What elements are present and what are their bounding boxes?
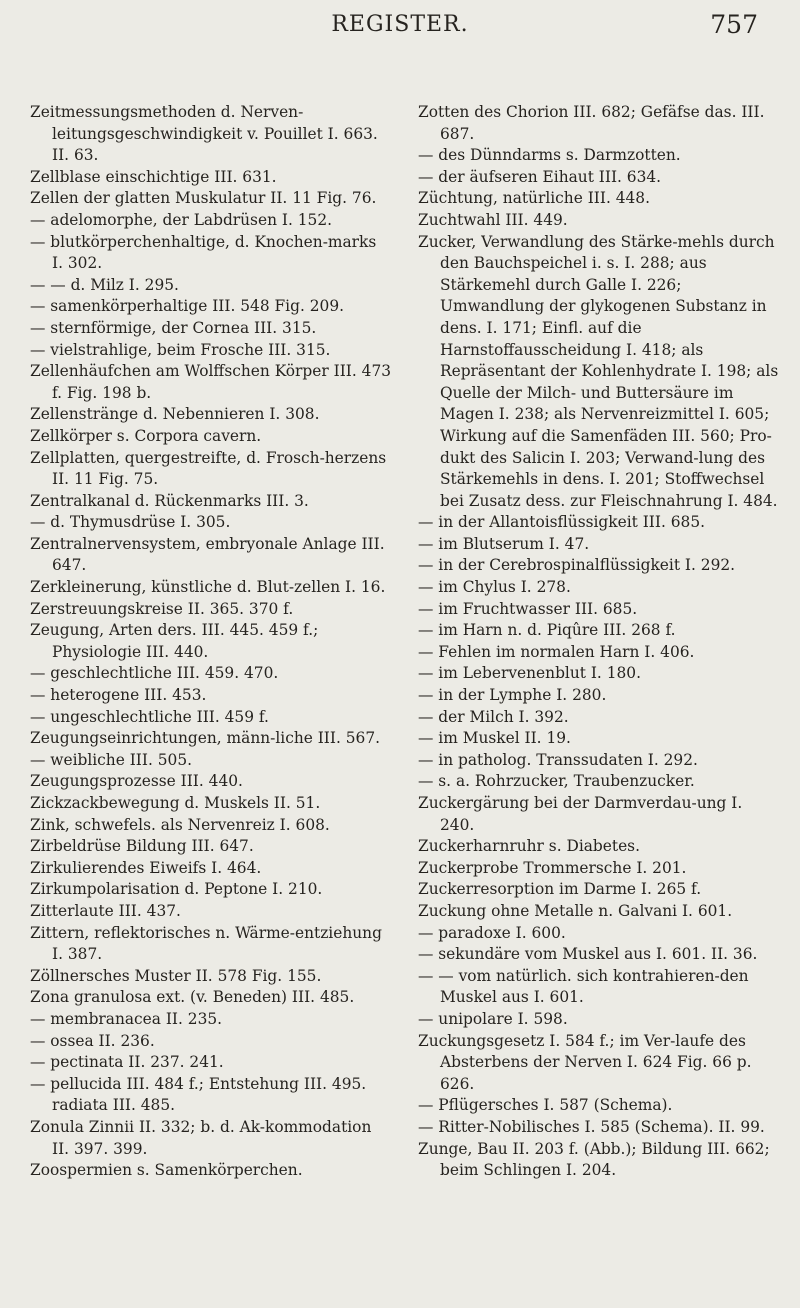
index-entry: Zellen der glatten Muskulatur II. 11 Fig. 76. bbox=[30, 189, 377, 208]
right-column bbox=[418, 102, 780, 1182]
index-entry: Zona granulosa ext. (v. Beneden) III. 485. bbox=[30, 988, 355, 1007]
index-entry: Zeugungsprozesse III. 440. bbox=[30, 772, 243, 791]
index-entry: Zentralkanal d. Rückenmarks III. 3. bbox=[30, 491, 309, 510]
index-entry: — im Fruchtwasser III. 685. bbox=[418, 599, 638, 618]
index-entry: Zonula Zinnii II. 332; b. d. Ak-kommodation II. 397. 399. bbox=[30, 1117, 372, 1158]
index-entry: — pellucida III. 484 f.; Entstehung III. 495. bbox=[30, 1074, 367, 1093]
index-entry: Zuchtwahl III. 449. bbox=[418, 210, 568, 229]
index-entry: Zöllnersches Muster II. 578 Fig. 155. bbox=[30, 966, 322, 985]
index-entry: Zellenhäufchen am Wolffschen Körper III. 473 f. Fig. 198 b. bbox=[30, 362, 392, 402]
index-entry: Zellenstränge d. Nebennieren I. 308. bbox=[30, 405, 320, 424]
index-entry: Zotten des Chorion III. 682; Gefäfse das. III. 687. bbox=[418, 103, 765, 143]
index-entry: — — d. Milz I. 295. bbox=[30, 275, 179, 294]
index-entry: Zellkörper s. Corpora cavern. bbox=[30, 426, 262, 445]
index-entry: — sternförmige, der Cornea III. 315. bbox=[30, 318, 317, 337]
index-entry: Zittern, reflektorisches n. Wärme-entziehung I. 387. bbox=[30, 923, 382, 964]
index-entry: — sekundäre vom Muskel aus I. 601. II. 36. bbox=[418, 945, 758, 964]
index-entry: — in patholog. Transsudaten I. 292. bbox=[418, 750, 698, 769]
index-entry: — des Dünndarms s. Darmzotten. bbox=[418, 146, 681, 165]
index-entry: — blutkörperchenhaltige, d. Knochen-marks I. 302. bbox=[30, 232, 377, 273]
index-entry: — d. Thymusdrüse I. 305. bbox=[30, 513, 231, 532]
index-entry: — unipolare I. 598. bbox=[418, 1009, 568, 1028]
page-header bbox=[0, 6, 800, 50]
index-entry: Zuckungsgesetz I. 584 f.; im Ver-laufe des Absterbens der Nerven I. 624 Fig. 66 p. 626. bbox=[418, 1031, 752, 1093]
index-entry: — in der Lymphe I. 280. bbox=[418, 686, 607, 705]
index-entry: — im Muskel II. 19. bbox=[418, 729, 571, 748]
index-entry: — paradoxe I. 600. bbox=[418, 923, 566, 942]
index-entry: — im Chylus I. 278. bbox=[418, 578, 571, 597]
index-entry: — im Blutserum I. 47. bbox=[418, 534, 590, 553]
index-entry: — adelomorphe, der Labdrüsen I. 152. bbox=[30, 210, 333, 229]
index-entry: — Pflügersches I. 587 (Schema). bbox=[418, 1096, 673, 1115]
index-entry: Zerkleinerung, künstliche d. Blut-zellen I. 16. bbox=[30, 578, 386, 597]
index-entry: Zink, schwefels. als Nervenreiz I. 608. bbox=[30, 815, 330, 834]
index-entry: — vielstrahlige, beim Frosche III. 315. bbox=[30, 340, 331, 359]
index-entry: — der äufseren Eihaut III. 634. bbox=[418, 167, 662, 186]
left-column bbox=[30, 102, 392, 1182]
index-entry: Zeugungseinrichtungen, männ-liche III. 567. bbox=[30, 729, 381, 748]
index-entry: Zickzackbewegung d. Muskels II. 51. bbox=[30, 794, 321, 812]
index-entry: — samenkörperhaltige III. 548 Fig. 209. bbox=[30, 297, 345, 316]
index-entry: — Ritter-Nobilisches I. 585 (Schema). II. 99. bbox=[418, 1117, 765, 1136]
index-entry: radiata III. 485. bbox=[52, 1096, 176, 1115]
index-entry: Zirkulierendes Eiweifs I. 464. bbox=[30, 858, 262, 877]
index-entry: — geschlechtliche III. 459. 470. bbox=[30, 664, 279, 683]
index-entry: Zeugung, Arten ders. III. 445. 459 f.; Physiologie III. 440. bbox=[30, 621, 319, 661]
index-entry: Zirbeldrüse Bildung III. 647. bbox=[30, 837, 254, 856]
index-entry: Zirkumpolarisation d. Peptone I. 210. bbox=[30, 880, 323, 899]
running-title: REGISTER. bbox=[331, 12, 469, 37]
index-entry: Zucker, Verwandlung des Stärke-mehls durch den Bauchspeichel i. s. I. 288; aus Stärkemehl durch Galle I. 226; Umwandlung der glykogenen Substanz in dens. I. 171; Einfl. auf die Harnstoffausscheidung I. 418; als Repräsentant der Kohlenhydrate I. 198; als Quelle der Milch- und Buttersäure im Magen I. 238; als Nervenreizmittel I. 605; Wirkung auf die Samenfäden III. 560; Pro-dukt des Salicin I. 203; Verwand-lung des Stärkemehls in dens. I. 201; Stoffwechsel bei Zusatz dess. zur Fleischnahrung I. 484. bbox=[418, 232, 779, 510]
index-entry: — s. a. Rohrzucker, Traubenzucker. bbox=[418, 772, 695, 791]
index-entry: — heterogene III. 453. bbox=[30, 686, 207, 705]
index-entry: — weibliche III. 505. bbox=[30, 750, 193, 769]
index-entry: Zuckung ohne Metalle n. Galvani I. 601. bbox=[418, 901, 733, 920]
page-number: 757 bbox=[710, 10, 758, 39]
index-entry: Zellblase einschichtige III. 631. bbox=[30, 167, 277, 186]
index-entry: — pectinata II. 237. 241. bbox=[30, 1053, 224, 1072]
index-entry: — ossea II. 236. bbox=[30, 1031, 155, 1050]
index-entry: — in der Cerebrospinalflüssigkeit I. 292. bbox=[418, 556, 736, 575]
index-entry: Zuckerharnruhr s. Diabetes. bbox=[418, 837, 640, 856]
index-entry: — im Harn n. d. Piqûre III. 268 f. bbox=[418, 621, 676, 640]
index-entry: Zuckergärung bei der Darmverdau-ung I. 240. bbox=[418, 794, 743, 834]
index-entry: Zunge, Bau II. 203 f. (Abb.); Bildung III. 662; beim Schlingen I. 204. bbox=[418, 1139, 770, 1180]
index-entry: Zuckerresorption im Darme I. 265 f. bbox=[418, 880, 702, 899]
index-entry: — — vom natürlich. sich kontrahieren-den Muskel aus I. 601. bbox=[418, 966, 749, 1007]
index-entry: Zerstreuungskreise II. 365. 370 f. bbox=[30, 599, 294, 618]
index-entry: — ungeschlechtliche III. 459 f. bbox=[30, 707, 269, 726]
index-entry: Zuckerprobe Trommersche I. 201. bbox=[418, 858, 687, 877]
index-entry: — Fehlen im normalen Harn I. 406. bbox=[418, 642, 695, 661]
index-entry: — in der Allantoisflüssigkeit III. 685. bbox=[418, 513, 706, 532]
index-entry: Zitterlaute III. 437. bbox=[30, 901, 181, 920]
index-entry: — der Milch I. 392. bbox=[418, 707, 569, 726]
index-entry: — im Lebervenenblut I. 180. bbox=[418, 664, 641, 683]
index-entry: Zeitmessungsmethoden d. Nerven-leitungsgeschwindigkeit v. Pouillet I. 663. II. 63. bbox=[30, 103, 378, 165]
index-entry: Züchtung, natürliche III. 448. bbox=[418, 189, 650, 208]
index-entry: Zoospermien s. Samenkörperchen. bbox=[30, 1161, 303, 1180]
index-entry: — membranacea II. 235. bbox=[30, 1009, 223, 1028]
index-entry: Zellplatten, quergestreifte, d. Frosch-herzens II. 11 Fig. 75. bbox=[30, 448, 387, 489]
index-entry: Zentralnervensystem, embryonale Anlage III. 647. bbox=[30, 534, 385, 575]
